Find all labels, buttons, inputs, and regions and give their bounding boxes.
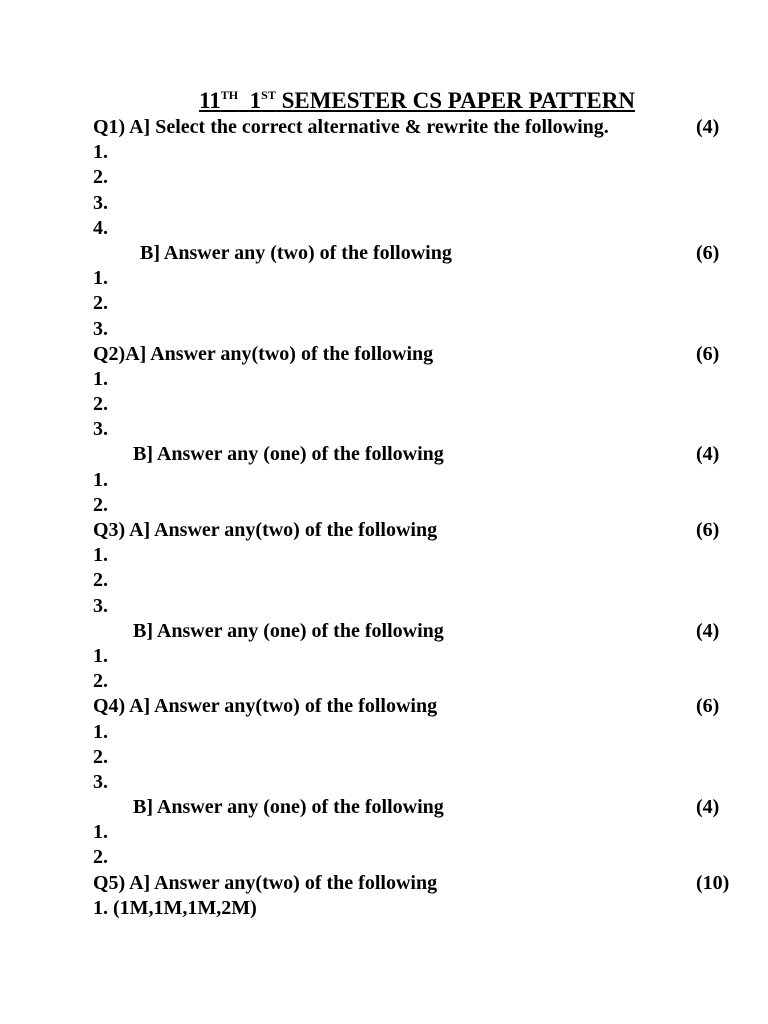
question-line bbox=[93, 896, 743, 921]
question-line bbox=[93, 745, 743, 770]
question-text: 1. bbox=[93, 468, 108, 491]
question-text: 1. bbox=[93, 367, 108, 390]
question-line bbox=[93, 795, 743, 820]
question-line bbox=[93, 694, 743, 719]
question-marks: (6) bbox=[696, 519, 720, 541]
question-line bbox=[93, 720, 743, 745]
question-line bbox=[93, 493, 743, 518]
title-semester-number: 1 bbox=[249, 88, 262, 113]
title-grade: 11 bbox=[199, 88, 221, 113]
question-line bbox=[93, 317, 743, 342]
question-text: 3. bbox=[93, 317, 108, 340]
question-line bbox=[93, 367, 743, 392]
question-text: 1. bbox=[93, 720, 108, 743]
question-line bbox=[93, 518, 743, 543]
question-text: 2. bbox=[93, 393, 108, 416]
question-marks: (4) bbox=[696, 116, 720, 138]
question-line bbox=[93, 543, 743, 568]
question-marks: (6) bbox=[696, 342, 720, 365]
question-text: 1. bbox=[93, 141, 108, 164]
question-line bbox=[93, 191, 743, 216]
title-semester-suffix: ST bbox=[261, 88, 276, 102]
question-line bbox=[93, 241, 743, 266]
page-title bbox=[0, 88, 768, 114]
question-text: 2. bbox=[93, 292, 108, 315]
question-line bbox=[93, 342, 743, 367]
question-marks: (4) bbox=[696, 443, 720, 466]
question-marks: (4) bbox=[696, 619, 720, 642]
question-text: 3. bbox=[93, 594, 108, 617]
question-text: B] Answer any (one) of the following bbox=[133, 796, 444, 819]
question-line bbox=[93, 442, 743, 467]
question-line bbox=[93, 468, 743, 493]
question-line bbox=[93, 644, 743, 669]
question-text: B] Answer any (one) of the following bbox=[133, 619, 444, 642]
question-line bbox=[93, 165, 743, 190]
title-grade-suffix: TH bbox=[220, 88, 239, 102]
question-line bbox=[93, 216, 743, 241]
question-text: 1. bbox=[93, 821, 108, 844]
question-text: Q4) A] Answer any(two) of the following bbox=[93, 695, 438, 718]
question-text: 2. bbox=[93, 569, 108, 592]
question-text: 2. bbox=[93, 670, 108, 693]
question-line bbox=[93, 140, 743, 165]
question-text: 2. bbox=[93, 166, 108, 189]
question-text: 1. bbox=[93, 544, 108, 567]
question-text: Q1) A] Select the correct alternative & rewrite the following. bbox=[93, 116, 609, 138]
question-text: 4. bbox=[93, 216, 108, 239]
question-line bbox=[93, 619, 743, 644]
question-text: 2. bbox=[93, 745, 108, 768]
question-marks: (10) bbox=[696, 871, 730, 894]
question-text: Q3) A] Answer any(two) of the following bbox=[93, 519, 438, 541]
title-rest: SEMESTER CS PAPER PATTERN bbox=[281, 88, 635, 113]
question-line bbox=[93, 820, 743, 845]
question-text: 2. bbox=[93, 846, 108, 869]
question-text: B] Answer any (two) of the following bbox=[140, 241, 452, 264]
question-line bbox=[93, 669, 743, 694]
question-text: 3. bbox=[93, 191, 108, 214]
question-marks: (6) bbox=[696, 241, 720, 264]
question-line bbox=[93, 770, 743, 795]
question-text: 2. bbox=[93, 493, 108, 516]
question-list bbox=[93, 115, 743, 921]
question-text: Q5) A] Answer any(two) of the following bbox=[93, 871, 438, 894]
question-marks: (6) bbox=[696, 695, 720, 718]
question-text: B] Answer any (one) of the following bbox=[133, 443, 444, 466]
question-marks: (4) bbox=[696, 796, 720, 819]
question-text: 1. (1M,1M,1M,2M) bbox=[93, 896, 257, 919]
question-text: 1. bbox=[93, 267, 108, 290]
question-line bbox=[93, 417, 743, 442]
question-line bbox=[93, 115, 743, 140]
question-line bbox=[93, 845, 743, 870]
question-text: Q2)A] Answer any(two) of the following bbox=[93, 342, 434, 365]
question-line bbox=[93, 266, 743, 291]
question-line bbox=[93, 392, 743, 417]
question-text: 3. bbox=[93, 418, 108, 441]
question-text: 1. bbox=[93, 644, 108, 667]
question-line bbox=[93, 594, 743, 619]
question-text: 3. bbox=[93, 770, 108, 793]
question-line bbox=[93, 291, 743, 316]
question-line bbox=[93, 568, 743, 593]
question-line bbox=[93, 871, 743, 896]
